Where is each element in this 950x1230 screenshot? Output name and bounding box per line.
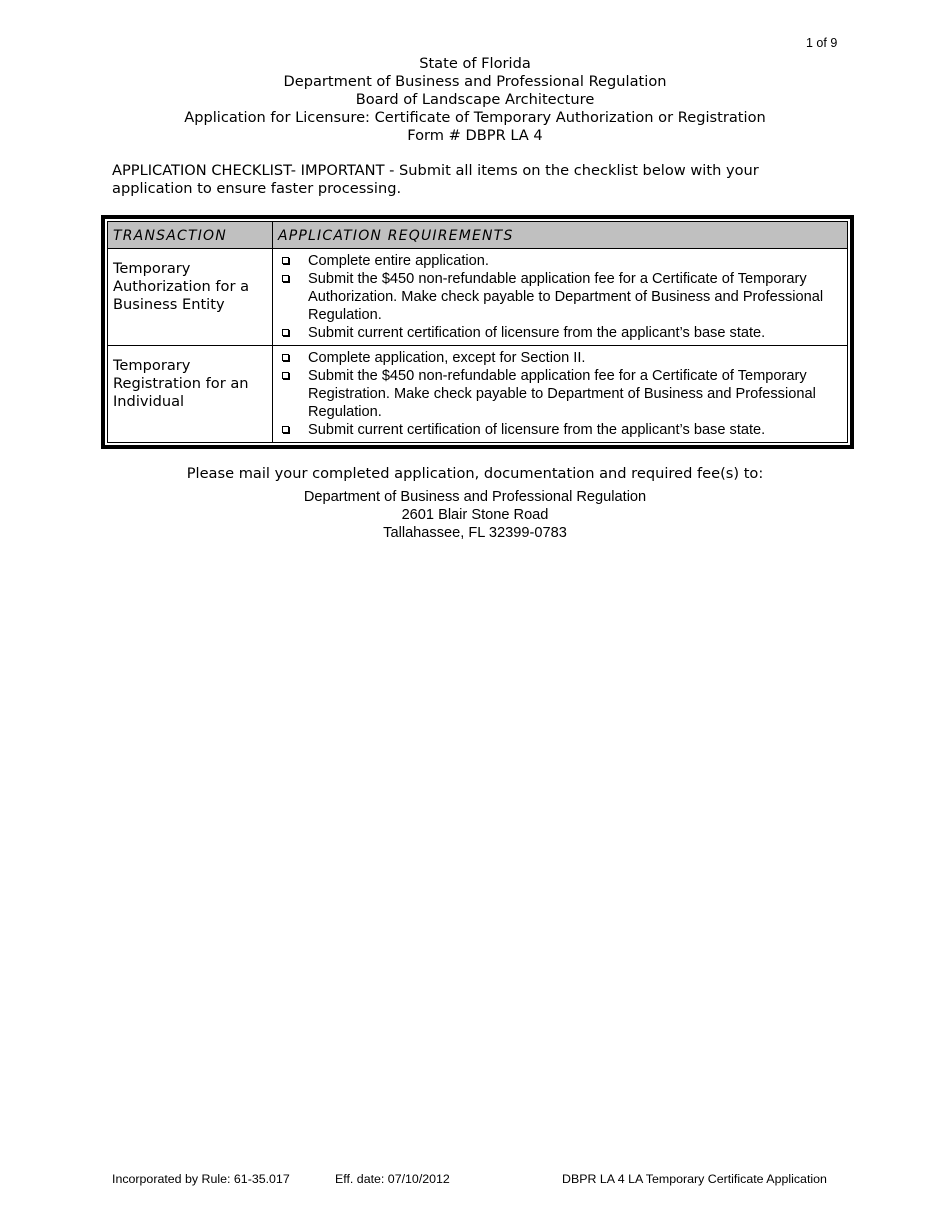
- requirements-list: [281, 252, 842, 342]
- table-row: [108, 249, 848, 346]
- checkbox-icon: [282, 275, 289, 282]
- header-state: State of Florida: [419, 55, 531, 72]
- requirements-table-frame: [101, 215, 854, 449]
- mail-instructions: Please mail your completed application, documentation and required fee(s) to:: [186, 465, 764, 482]
- mailing-address: [0, 488, 950, 542]
- address-line-3: Tallahassee, FL 32399-0783: [383, 525, 567, 541]
- transaction-cell: Temporary Registration for an Individual: [108, 346, 273, 443]
- header-department: Department of Business and Professional Regulation: [283, 73, 667, 90]
- header-form-number: Form # DBPR LA 4: [407, 127, 543, 144]
- requirements-list: [281, 349, 842, 439]
- checkbox-icon: [282, 372, 289, 379]
- requirement-item: Complete entire application.: [281, 252, 842, 270]
- header-application-title: Application for Licensure: Certificate of Temporary Authorization or Registration: [184, 109, 766, 126]
- checkbox-icon: [282, 329, 289, 336]
- address-line-1: Department of Business and Professional Regulation: [303, 489, 647, 505]
- requirement-item: Submit the $450 non-refundable application fee for a Certificate of Temporary Registration. Make check payable to Department of Business and Professional Regulation.: [281, 367, 842, 421]
- table-row: [108, 346, 848, 443]
- checklist-intro: APPLICATION CHECKLIST- IMPORTANT - Submit all items on the checklist below with your application to ensure faster processing.: [112, 162, 759, 197]
- form-header: [0, 55, 950, 145]
- requirements-column-header: APPLICATION REQUIREMENTS: [273, 222, 848, 249]
- header-board: Board of Landscape Architecture: [355, 91, 595, 108]
- requirements-cell: [273, 249, 848, 346]
- checkbox-icon: [282, 354, 289, 361]
- page-number: 1 of 9: [806, 36, 838, 50]
- requirement-item: Complete application, except for Section II.: [281, 349, 842, 367]
- transaction-cell: Temporary Authorization for a Business Entity: [108, 249, 273, 346]
- checkbox-icon: [282, 426, 289, 433]
- requirement-item: Submit the $450 non-refundable application fee for a Certificate of Temporary Authorization. Make check payable to Department of Business and Professional Regulation.: [281, 270, 842, 324]
- footer-effective-date: Eff. date: 07/10/2012: [335, 1172, 450, 1186]
- footer-rule: Incorporated by Rule: 61-35.017: [112, 1172, 290, 1186]
- requirements-cell: [273, 346, 848, 443]
- checkbox-icon: [282, 257, 289, 264]
- requirement-item: Submit current certification of licensure from the applicant’s base state.: [281, 421, 842, 439]
- table-header-row: [108, 222, 848, 249]
- footer-form-title: DBPR LA 4 LA Temporary Certificate Application: [562, 1172, 827, 1186]
- transaction-column-header: TRANSACTION: [108, 222, 273, 249]
- requirement-item: Submit current certification of licensure from the applicant’s base state.: [281, 324, 842, 342]
- address-line-2: 2601 Blair Stone Road: [401, 507, 549, 523]
- requirements-table: [107, 221, 848, 443]
